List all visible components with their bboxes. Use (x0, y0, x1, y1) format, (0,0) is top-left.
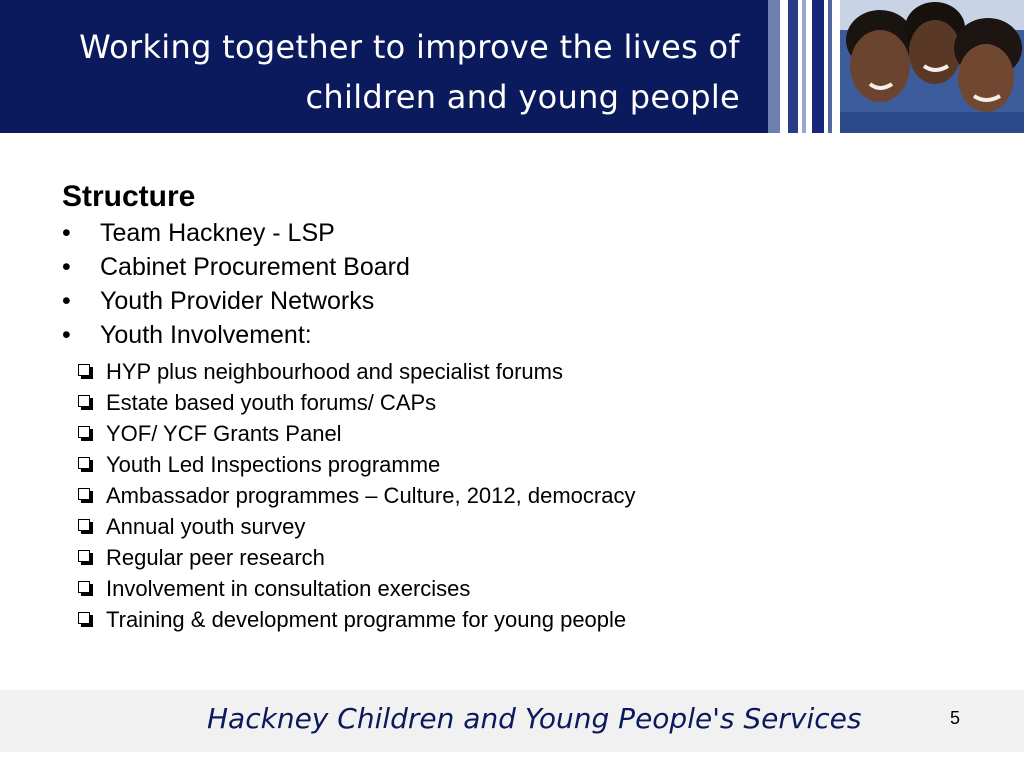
bullet-item (62, 284, 635, 318)
bullet-item (62, 216, 635, 250)
section-heading: Structure (62, 180, 196, 213)
sub-bullet-text: Regular peer research (106, 545, 325, 570)
sub-bullet-text: Involvement in consultation exercises (106, 576, 471, 601)
footer-bar (0, 690, 1024, 752)
bullet-dot-icon: • (62, 321, 71, 349)
bullet-dot-icon: • (62, 253, 71, 281)
bullet-dot-icon: • (62, 287, 71, 315)
sub-bullet-text: Estate based youth forums/ CAPs (106, 390, 437, 415)
sub-bullet-item (78, 387, 635, 418)
sub-bullet-text: HYP plus neighbourhood and specialist forums (106, 359, 563, 384)
children-photo (840, 0, 1024, 133)
sub-bullet-text: Training & development programme for young people (106, 607, 627, 632)
sub-bullet-text: Annual youth survey (106, 514, 306, 539)
sub-bullet-item (78, 356, 635, 387)
checkbox-bullet-icon (78, 488, 90, 500)
checkbox-bullet-icon (78, 395, 90, 407)
sub-bullet-item (78, 480, 635, 511)
sub-bullet-item (78, 573, 635, 604)
sub-bullet-list (78, 356, 635, 635)
checkbox-bullet-icon (78, 581, 90, 593)
bullet-text: Youth Provider Networks (100, 287, 375, 315)
sub-bullet-item (78, 449, 635, 480)
checkbox-bullet-icon (78, 426, 90, 438)
checkbox-bullet-icon (78, 364, 90, 376)
page-number: 5 (950, 708, 961, 728)
sub-bullet-item (78, 418, 635, 449)
footer-title: Hackney Children and Young People's Services (207, 702, 862, 735)
slide-content (62, 178, 635, 635)
banner-tagline (0, 22, 740, 122)
decorative-stripes (768, 0, 840, 133)
checkbox-bullet-icon (78, 612, 90, 624)
bullet-text: Team Hackney - LSP (100, 219, 335, 247)
sub-bullet-text: Youth Led Inspections programme (106, 452, 441, 477)
header-banner (0, 0, 1024, 133)
sub-bullet-item (78, 511, 635, 542)
checkbox-bullet-icon (78, 550, 90, 562)
tagline-line-2: children and young people (305, 78, 740, 116)
sub-bullet-text: Ambassador programmes – Culture, 2012, democracy (106, 483, 636, 508)
bullet-item (62, 250, 635, 284)
bullet-list (62, 216, 635, 352)
sub-bullet-item (78, 604, 635, 635)
checkbox-bullet-icon (78, 519, 90, 531)
sub-bullet-item (78, 542, 635, 573)
bullet-item (62, 318, 635, 352)
bullet-dot-icon: • (62, 219, 71, 247)
bullet-text: Cabinet Procurement Board (100, 253, 410, 281)
sub-bullet-text: YOF/ YCF Grants Panel (106, 421, 342, 446)
bullet-text: Youth Involvement: (100, 321, 312, 349)
checkbox-bullet-icon (78, 457, 90, 469)
tagline-line-1: Working together to improve the lives of (79, 28, 740, 66)
